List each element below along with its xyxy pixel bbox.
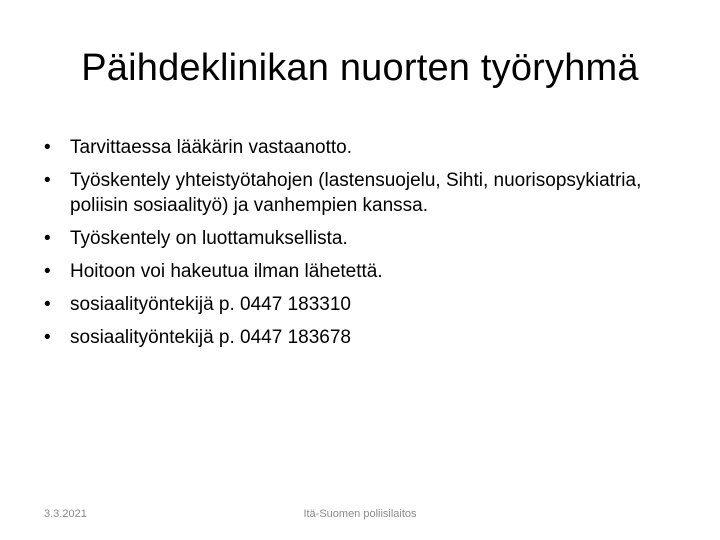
bullet-item xyxy=(44,325,684,350)
bullet-dot-icon: • xyxy=(44,170,51,191)
bullet-dot-icon: • xyxy=(44,261,51,282)
bullet-item xyxy=(44,135,684,160)
bullet-list xyxy=(44,135,684,358)
bullet-item xyxy=(44,292,684,317)
bullet-text: Hoitoon voi hakeutua ilman lähetettä. xyxy=(70,261,383,282)
bullet-text: Työskentely on luottamuksellista. xyxy=(70,228,348,249)
footer-date: 3.3.2021 xyxy=(44,508,87,520)
footer-organization: Itä-Suomen poliisilaitos xyxy=(303,508,417,520)
bullet-dot-icon: • xyxy=(44,294,51,315)
bullet-item xyxy=(44,259,684,284)
bullet-text: Työskentely yhteistyötahojen (lastensuojelu, Sihti, nuorisopsykiatria, poliisin sosiaalityö) ja vanhempien kanssa. xyxy=(70,170,642,216)
bullet-text: Tarvittaessa lääkärin vastaanotto. xyxy=(70,137,352,158)
bullet-dot-icon: • xyxy=(44,327,51,348)
bullet-dot-icon: • xyxy=(44,137,51,158)
bullet-item xyxy=(44,226,684,251)
bullet-text: sosiaalityöntekijä p. 0447 183310 xyxy=(70,294,351,315)
bullet-dot-icon: • xyxy=(44,228,51,249)
bullet-text: sosiaalityöntekijä p. 0447 183678 xyxy=(70,327,351,348)
bullet-item xyxy=(44,168,684,218)
slide-title: Päihdeklinikan nuorten työryhmä xyxy=(81,47,639,89)
